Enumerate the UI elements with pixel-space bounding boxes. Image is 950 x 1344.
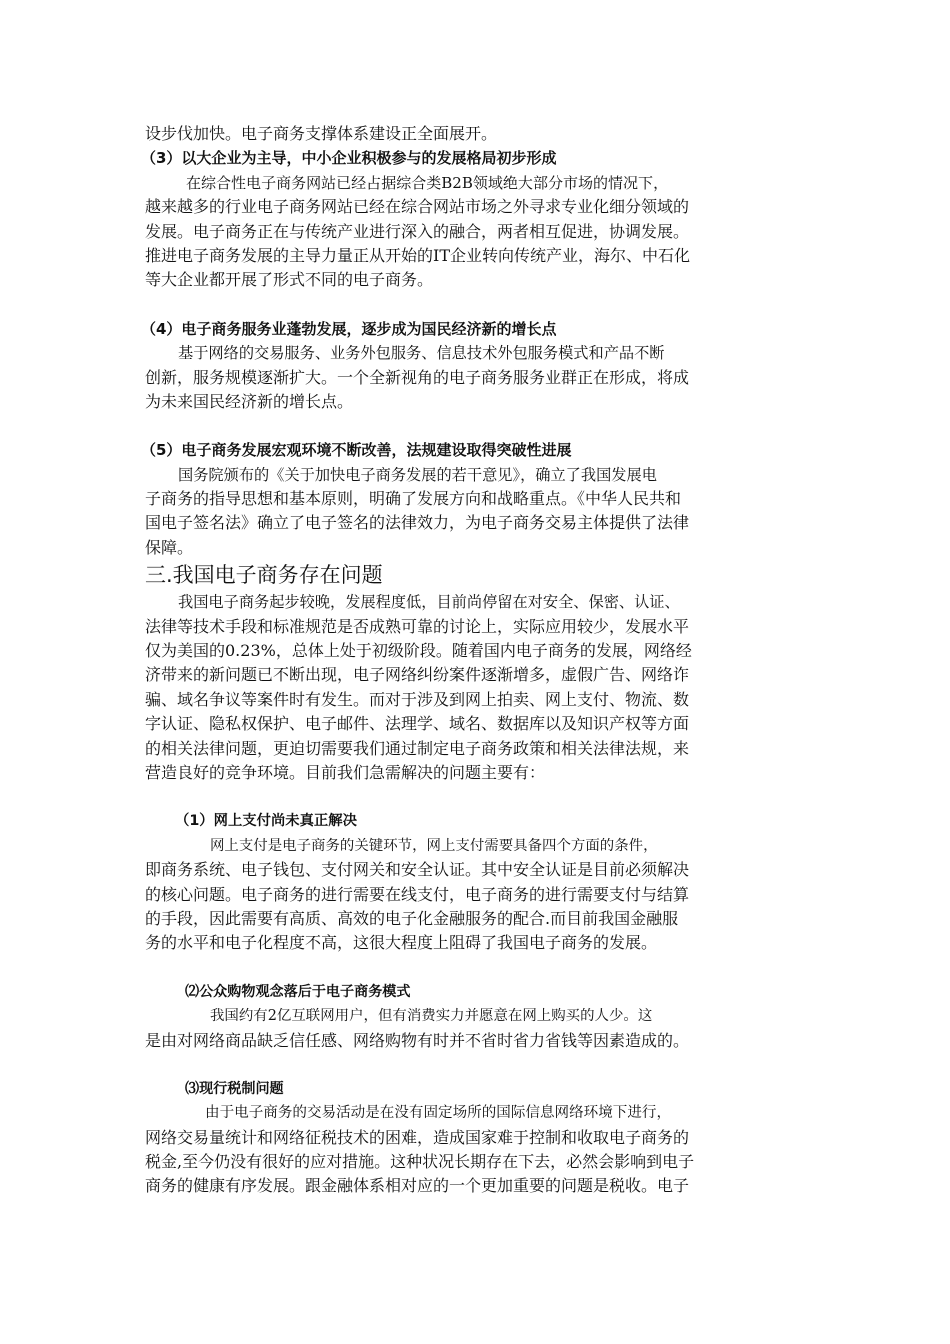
paragraph-line: 由于电子商务的交易活动是在没有固定场所的国际信息网络环境下进行， (205, 1104, 672, 1122)
paragraph-line: 创新，服务规模逐渐扩大。一个全新视角的电子商务服务业群正在形成，将成 (145, 367, 690, 387)
paragraph-line: 国电子签名法》确立了电子签名的法律效力，为电子商务交易主体提供了法律 (145, 513, 690, 533)
paragraph-line: 国务院颁布的《关于加快电子商务发展的若干意见》，确立了我国发展电 (178, 465, 657, 484)
paragraph-line: 发展。电子商务正在与传统产业进行深入的融合，两者相互促进，协调发展。 (145, 221, 690, 241)
problem-heading-2: ⑵公众购物观念落后于电子商务模式 (185, 983, 411, 1000)
paragraph-line: 字认证、隐私权保护、电子邮件、法理学、域名、数据库以及知识产权等方面 (145, 714, 690, 734)
paragraph-line: 子商务的指导思想和基本原则，明确了发展方向和战略重点。《中华人民共和 (145, 489, 682, 509)
paragraph-line: 保障。 (145, 537, 194, 557)
paragraph-line: 税金,至今仍没有很好的应对措施。这种状况长期存在下去，必然会影响到电子 (145, 1152, 695, 1172)
paragraph-line: 的手段，因此需要有高质、高效的电子化金融服务的配合.而目前我国金融服 (145, 908, 679, 928)
paragraph-line: 等大企业都开展了形式不同的电子商务。 (145, 270, 434, 290)
paragraph-line: 我国电子商务起步较晚，发展程度低，目前尚停留在对安全、保密、认证、 (178, 593, 680, 612)
problem-heading-3: ⑶现行税制问题 (185, 1080, 284, 1097)
subheading-3: （3）以大企业为主导，中小企业积极参与的发展格局初步形成 (141, 149, 557, 168)
subheading-4: （4）电子商务服务业蓬勃发展，逐步成为国民经济新的增长点 (141, 319, 557, 338)
paragraph-line: 网上支付是电子商务的关键环节，网上支付需要具备四个方面的条件， (210, 837, 658, 854)
paragraph-line: 法律等技术手段和标准规范是否成熟可靠的讨论上，实际应用较少，发展水平 (145, 616, 690, 636)
subheading-5: （5）电子商务发展宏观环境不断改善，法规建设取得突破性进展 (141, 441, 572, 460)
paragraph-line: 营造良好的竞争环境。目前我们急需解决的问题主要有： (145, 762, 546, 782)
paragraph-line: 在综合性电子商务网站已经占据综合类B2B领域绝大部分市场的情况下， (186, 173, 669, 192)
paragraph-line: 的相关法律问题，更迫切需要我们通过制定电子商务政策和相关法律法规，来 (145, 738, 690, 758)
paragraph-line: 设步伐加快。电子商务支撑体系建设正全面展开。 (145, 124, 498, 143)
paragraph-line: 基于网络的交易服务、业务外包服务、信息技术外包服务模式和产品不断 (178, 344, 665, 363)
paragraph-line: 济带来的新问题已不断出现，电子网络纠纷案件逐渐增多，虚假广告、网络诈 (145, 665, 690, 685)
paragraph-line: 是由对网络商品缺乏信任感、网络购物有时并不省时省力省钱等因素造成的。 (145, 1030, 690, 1050)
paragraph-line: 即商务系统、电子钱包、支付网关和安全认证。其中安全认证是目前必须解决 (145, 860, 690, 880)
paragraph-line: 我国约有2亿互联网用户，但有消费实力并愿意在网上购买的人少。这 (210, 1008, 653, 1025)
paragraph-line: 越来越多的行业电子商务网站已经在综合网站市场之外寻求专业化细分领域的 (145, 197, 690, 217)
paragraph-line: 网络交易量统计和网络征税技术的困难，造成国家难于控制和收取电子商务的 (145, 1127, 690, 1147)
section-heading: 三.我国电子商务存在问题 (145, 563, 383, 588)
paragraph-line: 推进电子商务发展的主导力量正从开始的IT企业转向传统产业，海尔、中石化 (145, 245, 690, 265)
paragraph-line: 的核心问题。电子商务的进行需要在线支付，电子商务的进行需要支付与结算 (145, 884, 690, 904)
paragraph-line: 商务的健康有序发展。跟金融体系相对应的一个更加重要的问题是税收。电子 (145, 1176, 690, 1196)
paragraph-line: 骗、域名争议等案件时有发生。而对于涉及到网上拍卖、网上支付、物流、数 (145, 689, 690, 709)
paragraph-line: 务的水平和电子化程度不高，这很大程度上阻碍了我国电子商务的发展。 (145, 933, 658, 953)
paragraph-line: 仅为美国的0.23%，总体上处于初级阶段。随着国内电子商务的发展，网络经 (145, 641, 692, 661)
document-page (141, 122, 817, 1199)
problem-heading-1: （1）网上支付尚未真正解决 (175, 813, 357, 830)
paragraph-line: 为未来国民经济新的增长点。 (145, 391, 354, 411)
